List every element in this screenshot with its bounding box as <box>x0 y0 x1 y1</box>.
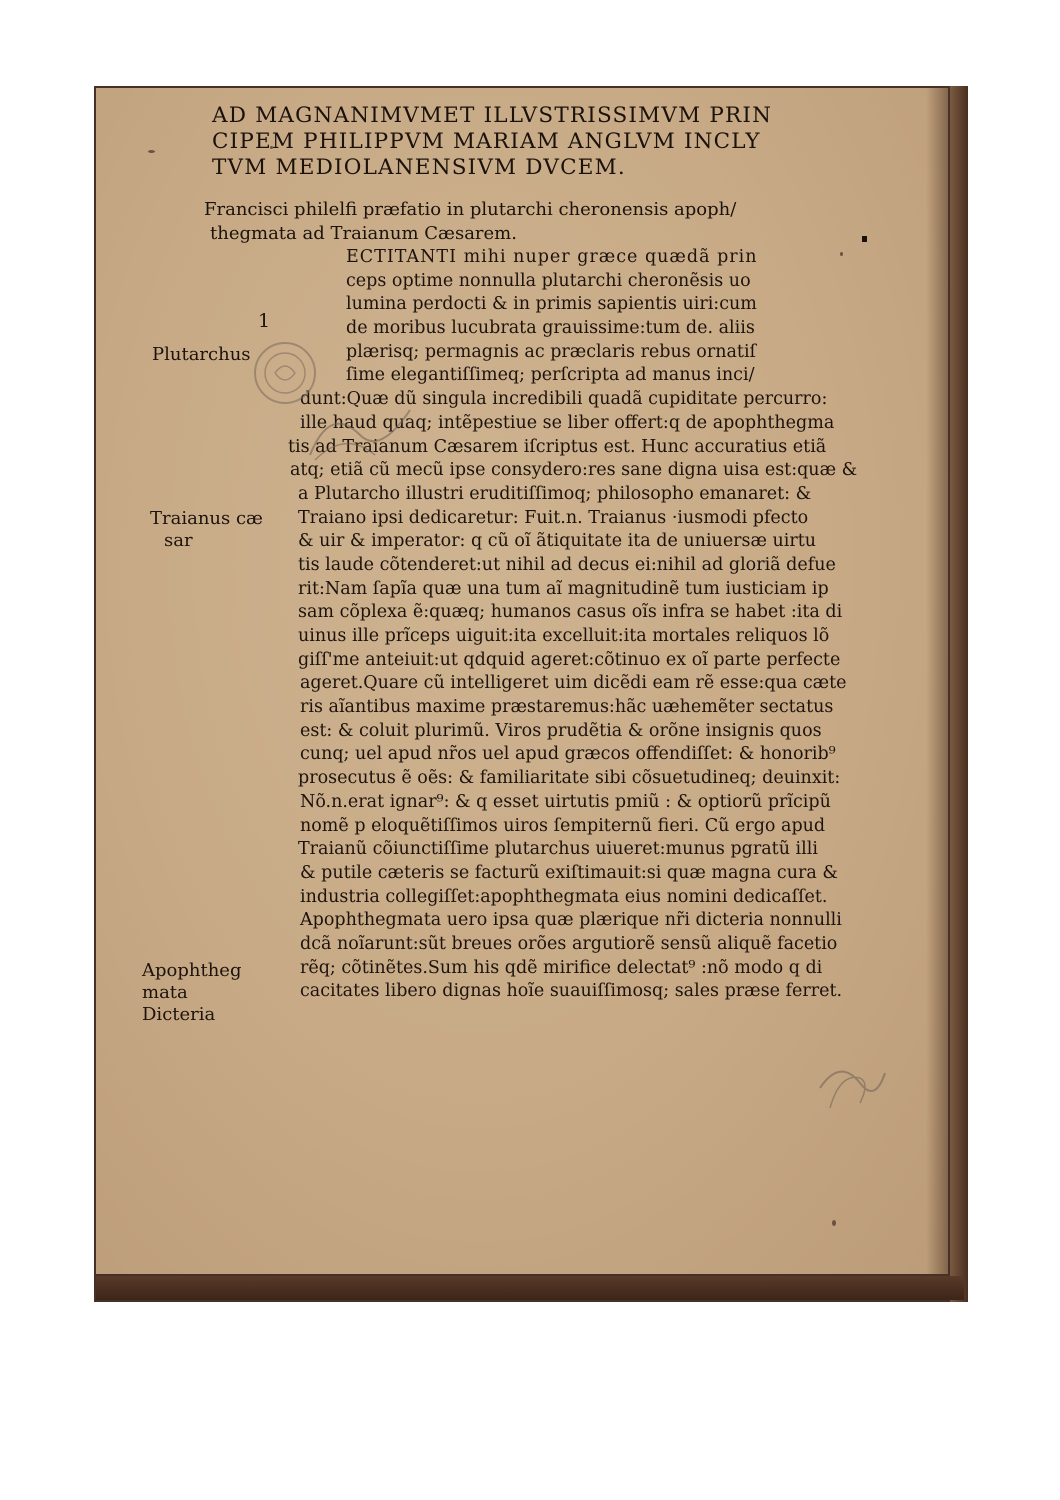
marginal-line: Apophtheg <box>142 960 242 981</box>
prefatio-line: thegmata ad Traianum Cæsarem. <box>210 223 517 244</box>
title-line: AD MAGNANIMVMET ILLVSTRISSIMVM PRIN <box>212 103 773 128</box>
marginal-numeral: 1 <box>258 310 271 332</box>
marginal-line: sar <box>164 530 193 551</box>
marginal-note-plutarchus: Plutarchus <box>152 344 251 365</box>
body-line: ceps optime nonnulla plutarchi cheronẽsis uo <box>346 270 751 291</box>
marginal-note-traianus <box>150 508 263 552</box>
margin-mark <box>862 236 867 242</box>
page-speck <box>832 1220 836 1226</box>
page-speck <box>148 150 155 153</box>
body-line: tis laude cõtenderet:ut nihil ad decus ei:nihil ad gloriã defue <box>298 554 836 575</box>
body-line: cunq; uel apud nr̃os uel apud græcos offendiſſet: & honorib⁹ <box>300 744 836 765</box>
body-line: Traianũ cõiunctiſſime plutarchus uiueret:munus pgratũ illi <box>298 839 818 860</box>
body-line: plærisq; permagnis ac præclaris rebus ornatiſ <box>346 341 757 362</box>
body-line: giſſ'me anteiuit:ut qdquid ageret:cõtinuo ex oĩ parte perfecte <box>298 649 841 670</box>
body-line: dunt:Quæ dũ singula incredibili quadã cupiditate percurro: <box>300 389 828 410</box>
title-line: TVM MEDIOLANENSIVM DVCEM. <box>212 155 626 180</box>
prefatio-heading <box>204 198 824 246</box>
body-line: de moribus lucubrata grauissime:tum de. aliis <box>346 318 755 339</box>
body-line: dcã noĩarunt:sũt breues orões argutiorẽ sensũ aliquẽ facetio <box>300 933 838 954</box>
page-shadow <box>926 88 948 1274</box>
prefatio-line: Francisci philelfi præfatio in plutarchi cheronensis apoph/ <box>204 199 737 220</box>
body-line: cacitates libero dignas hoĩe suauiſſimosq; sales præse ferret. <box>300 981 843 1002</box>
body-line: est: & coluit plurimũ. Viros prudẽtia & orõne insignis quos <box>300 720 822 741</box>
body-line: prosecutus ẽ oẽs: & familiaritate sibi cõsuetudineq; deuinxit: <box>298 768 841 789</box>
ownership-stamp-icon <box>810 1048 890 1118</box>
body-line: tis ad Traianum Cæsarem iſcriptus est. Hunc accuratius etiã <box>288 436 827 457</box>
book-edge <box>950 86 968 1302</box>
body-line: ageret.Quare cũ intelligeret uim dicẽdi eam rẽ esse:qua cæte <box>300 673 847 694</box>
body-line: & uir & imperator: q cũ oĩ ãtiquitate ita de uniuersæ uirtu <box>298 531 817 552</box>
body-line: ris aĩantibus maxime præstaremus:hãc uæhemẽter sectatus <box>300 697 834 718</box>
body-line: ille haud quaq; intẽpestiue se liber offert:q de apophthegma <box>300 412 835 433</box>
body-line: atq; etiã cũ mecũ ipse consydero:res sane digna uisa est:quæ & <box>290 460 858 481</box>
body-line: Apophthegmata uero ipsa quæ plærique nr̃i dicteria nonnulli <box>300 910 842 931</box>
title-block <box>212 103 812 181</box>
body-line: a Plutarcho illustri eruditiſſimoq; philosopho emanaret: & <box>298 483 812 504</box>
marginal-line: Dicteria <box>142 1004 216 1025</box>
marginal-line: Traianus cæ <box>150 508 263 529</box>
marginal-note-apophthegmata <box>142 960 241 1026</box>
body-line: & putile cæteris se facturũ exiſtimauit:si quæ magna cura & <box>300 862 838 883</box>
body-line: sam cõplexa ẽ:quæq; humanos casus oĩs infra se habet :ita di <box>298 602 843 623</box>
body-line: rit:Nam ſapĩa quæ una tum aĩ magnitudinẽ tum iusticiam ip <box>298 578 829 599</box>
body-line: Traiano ipsi dedicaretur: Fuit.n. Traianus ·iusmodi pfecto <box>298 507 809 528</box>
title-line: CIPEM PHILIPPVM MARIAM ANGLVM INCLY <box>212 129 761 154</box>
body-line: rẽq; cõtinẽtes.Sum his qdẽ mirifice delectat⁹ :nõ modo q di <box>300 957 823 978</box>
body-line: lumina perdocti & in primis sapientis uiri:cum <box>346 294 757 315</box>
body-line: uinus ille prĩceps uiguit:ita excelluit:ita mortales reliquos lõ <box>298 626 830 646</box>
page-speck <box>840 252 843 256</box>
body-line: industria collegiſſet:apophthegmata eius nomini dedicaſſet. <box>300 886 828 907</box>
library-stamp-icon <box>250 338 320 408</box>
marginal-line: mata <box>142 982 188 1003</box>
ownership-stamp-icon <box>300 400 420 470</box>
body-line: Nõ.n.erat ignar⁹: & q esset uirtutis pmiũ : & optiorũ prĩcipũ <box>300 791 831 812</box>
book-bottom-edge <box>96 1276 964 1300</box>
body-line: nomẽ p eloquẽtiſſimos uiros ſempiternũ fieri. Cũ ergo apud <box>300 815 826 836</box>
body-line: ſime elegantiſſimeq; perſcripta ad manus inci/ <box>346 365 755 386</box>
body-line: ECTITANTI mihi nuper græce quædã prin <box>346 247 758 267</box>
